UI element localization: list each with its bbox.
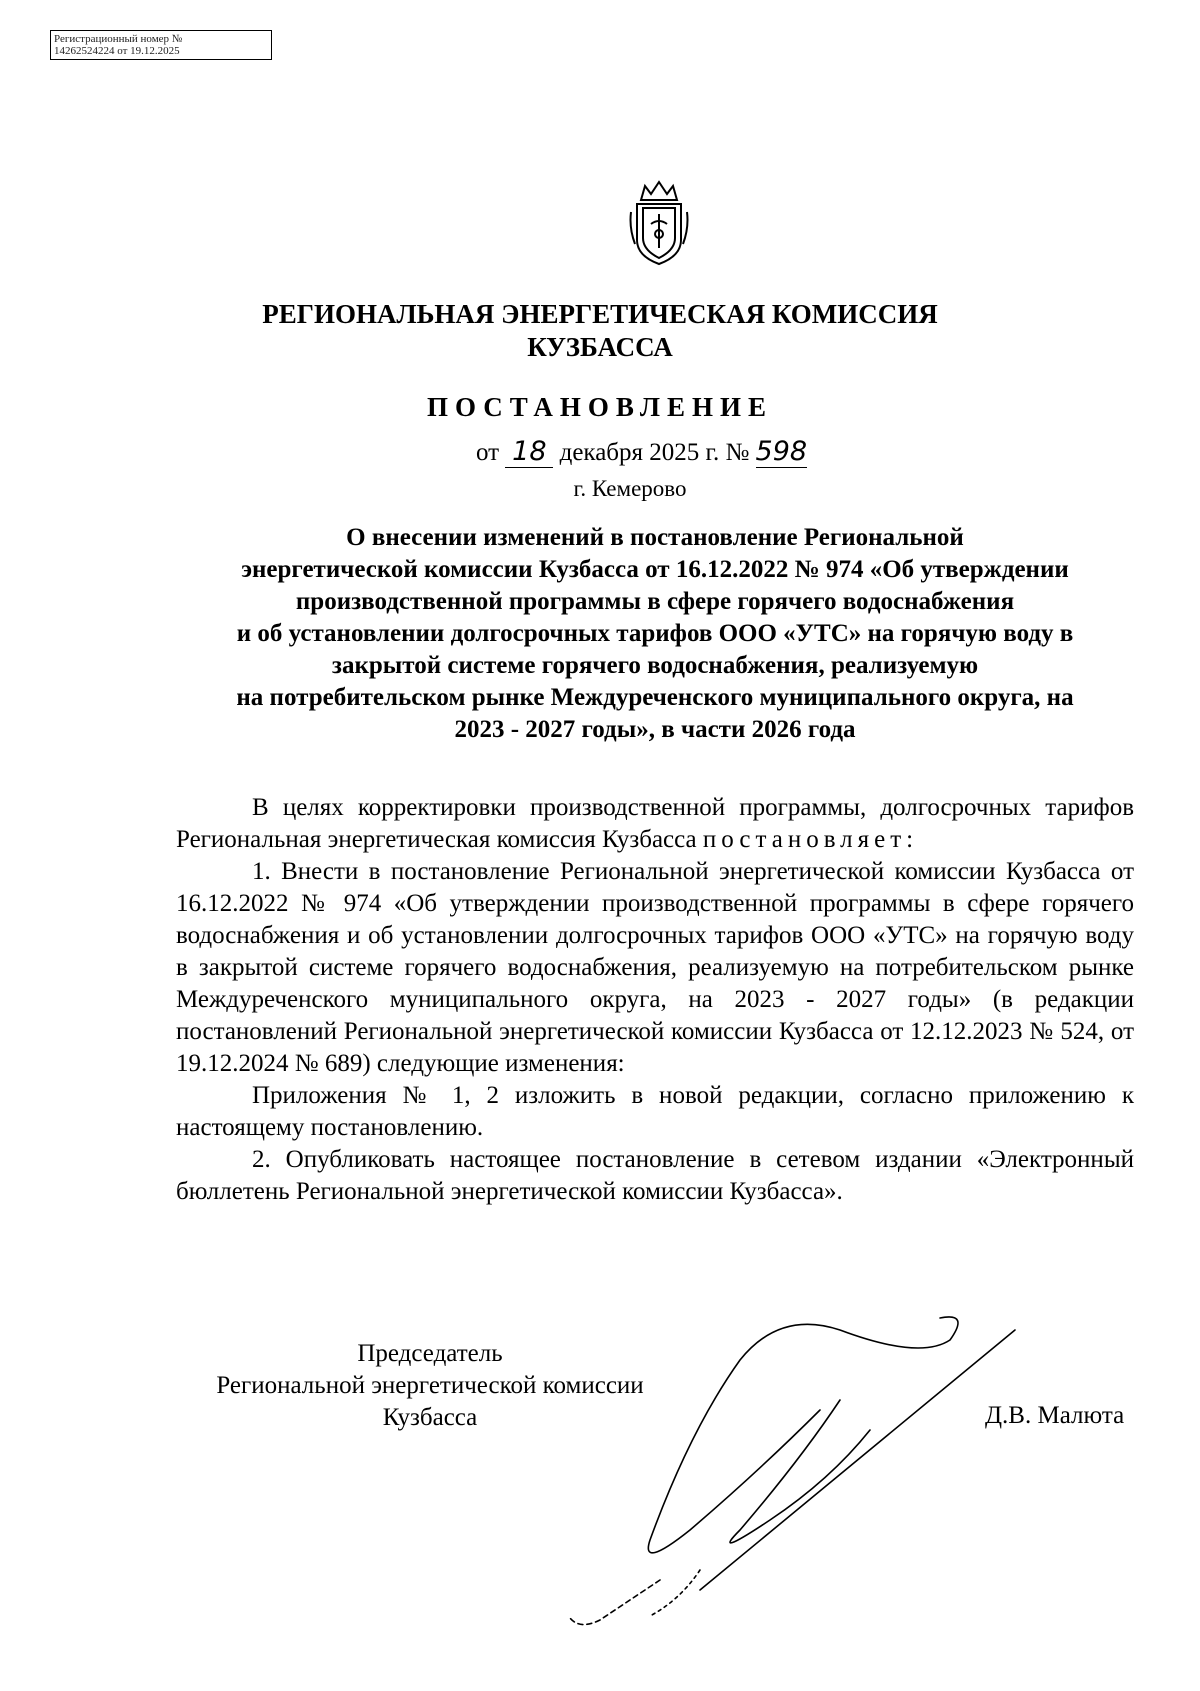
title-line: на потребительском рынке Междуреченского муниципального округа, на — [236, 684, 1074, 711]
signer-name: Д.В. Малюта — [985, 1402, 1125, 1429]
item-2: 2. Опубликовать настоящее постановление в сетевом издании «Электронный бюллетень Региональной энергетической комиссии Кузбасса». — [176, 1146, 1134, 1205]
item-1: 1. Внести в постановление Региональной энергетической комиссии Кузбасса от 16.12.2022 № 974 «Об утверждении производственной программы в сфере горячего водоснабжения и об установлении долгосрочных тарифов ООО «УТС» на горячую воду в закрытой системе горячего водоснабжения, реализуемую на потребительском рынке Междуреченского муниципального округа, на 2023 - 2027 годы» (в редакции постановлений Региональной энергетической комиссии Кузбасса от 12.12.2023 № 524, от 19.12.2024 № 689) следующие изменения: — [176, 858, 1134, 1077]
date-prefix: от — [476, 439, 500, 466]
date-line — [476, 436, 807, 468]
document-title — [175, 522, 1135, 746]
organization-name — [0, 298, 1200, 364]
position-line-1: Председатель — [357, 1340, 503, 1367]
intro-paragraph — [176, 792, 1134, 856]
coat-of-arms-icon — [627, 178, 691, 266]
title-line: О внесении изменений в постановление Региональной — [346, 524, 964, 551]
title-line: закрытой системе горячего водоснабжения, реализуемую — [331, 652, 979, 679]
position-line-3: Кузбасса — [382, 1404, 478, 1431]
intro-verb: постановляет: — [702, 826, 919, 853]
document-body — [176, 792, 1134, 1208]
handwritten-signature — [540, 1300, 1060, 1630]
title-line: производственной программы в сфере горячего водоснабжения — [295, 588, 1015, 615]
title-line: энергетической комиссии Кузбасса от 16.12.2022 № 974 «Об утверждении — [241, 556, 1069, 583]
registration-line-1: Регистрационный номер № — [54, 33, 183, 45]
title-line: 2023 - 2027 годы», в части 2026 года — [454, 716, 856, 743]
registration-line-2: 14262524224 от 19.12.2025 — [54, 45, 180, 57]
registration-stamp — [50, 30, 272, 60]
city: г. Кемерово — [573, 476, 687, 501]
document-type: ПОСТАНОВЛЕНИЕ — [426, 392, 774, 422]
org-line-2: КУЗБАССА — [527, 332, 673, 362]
org-line-1: РЕГИОНАЛЬНАЯ ЭНЕРГЕТИЧЕСКАЯ КОМИССИЯ — [262, 299, 938, 329]
position-line-2: Региональной энергетической комиссии — [216, 1372, 644, 1399]
intro-text: В целях корректировки производственной программы, долгосрочных тарифов Региональная энергетическая комиссия Кузбасса — [176, 794, 1134, 853]
title-line: и об установлении долгосрочных тарифов ООО «УТС» на горячую воду в — [236, 620, 1074, 647]
item-1-change: Приложения № 1, 2 изложить в новой редакции, согласно приложению к настоящему постановлению. — [176, 1082, 1134, 1141]
handwritten-day: 18 — [505, 436, 553, 468]
date-text: декабря 2025 г. № — [559, 439, 750, 466]
handwritten-number: 598 — [755, 436, 808, 467]
